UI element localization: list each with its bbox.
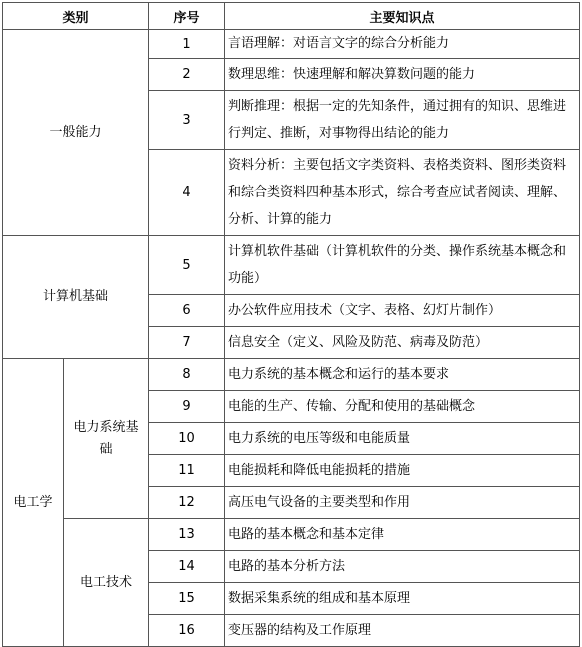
row-text: 数理思维：快速理解和解决算数问题的能力 xyxy=(225,59,580,91)
row-number: 7 xyxy=(149,327,225,359)
header-knowledge: 主要知识点 xyxy=(225,3,580,30)
row-number: 3 xyxy=(149,91,225,150)
row-text: 变压器的结构及工作原理 xyxy=(225,615,580,647)
row-text: 数据采集系统的组成和基本原理 xyxy=(225,583,580,615)
knowledge-table xyxy=(2,2,580,647)
row-number: 15 xyxy=(149,583,225,615)
row-number: 12 xyxy=(149,487,225,519)
row-number: 4 xyxy=(149,150,225,236)
row-number: 5 xyxy=(149,236,225,295)
row-text: 电路的基本分析方法 xyxy=(225,551,580,583)
row-text: 电路的基本概念和基本定律 xyxy=(225,519,580,551)
row-number: 1 xyxy=(149,30,225,59)
row-text: 办公软件应用技术（文字、表格、幻灯片制作） xyxy=(225,295,580,327)
row-text: 高压电气设备的主要类型和作用 xyxy=(225,487,580,519)
row-number: 9 xyxy=(149,391,225,423)
row-text: 电力系统的基本概念和运行的基本要求 xyxy=(225,359,580,391)
table-row xyxy=(3,236,580,295)
row-number: 2 xyxy=(149,59,225,91)
table-row xyxy=(3,519,580,551)
row-text: 电能损耗和降低电能损耗的措施 xyxy=(225,455,580,487)
category-general: 一般能力 xyxy=(3,30,149,236)
row-text: 言语理解：对语言文字的综合分析能力 xyxy=(225,30,580,59)
header-category: 类别 xyxy=(3,3,149,30)
row-number: 11 xyxy=(149,455,225,487)
row-text: 电能的生产、传输、分配和使用的基础概念 xyxy=(225,391,580,423)
table-row xyxy=(3,30,580,59)
category-electrical: 电工学 xyxy=(3,359,64,647)
row-text: 判断推理：根据一定的先知条件，通过拥有的知识、思维进行判定、推断，对事物得出结论的能力 xyxy=(225,91,580,150)
row-text: 资料分析：主要包括文字类资料、表格类资料、图形类资料和综合类资料四种基本形式，综合考查应试者阅读、理解、分析、计算的能力 xyxy=(225,150,580,236)
row-number: 16 xyxy=(149,615,225,647)
row-number: 13 xyxy=(149,519,225,551)
header-row xyxy=(3,3,580,30)
row-text: 信息安全（定义、风险及防范、病毒及防范） xyxy=(225,327,580,359)
row-text: 计算机软件基础（计算机软件的分类、操作系统基本概念和功能） xyxy=(225,236,580,295)
category-computer: 计算机基础 xyxy=(3,236,149,359)
row-number: 14 xyxy=(149,551,225,583)
row-number: 6 xyxy=(149,295,225,327)
row-number: 10 xyxy=(149,423,225,455)
header-number: 序号 xyxy=(149,3,225,30)
table-row xyxy=(3,359,580,391)
subcategory-power: 电力系统基础 xyxy=(64,359,149,519)
subcategory-tech: 电工技术 xyxy=(64,519,149,647)
row-text: 电力系统的电压等级和电能质量 xyxy=(225,423,580,455)
row-number: 8 xyxy=(149,359,225,391)
